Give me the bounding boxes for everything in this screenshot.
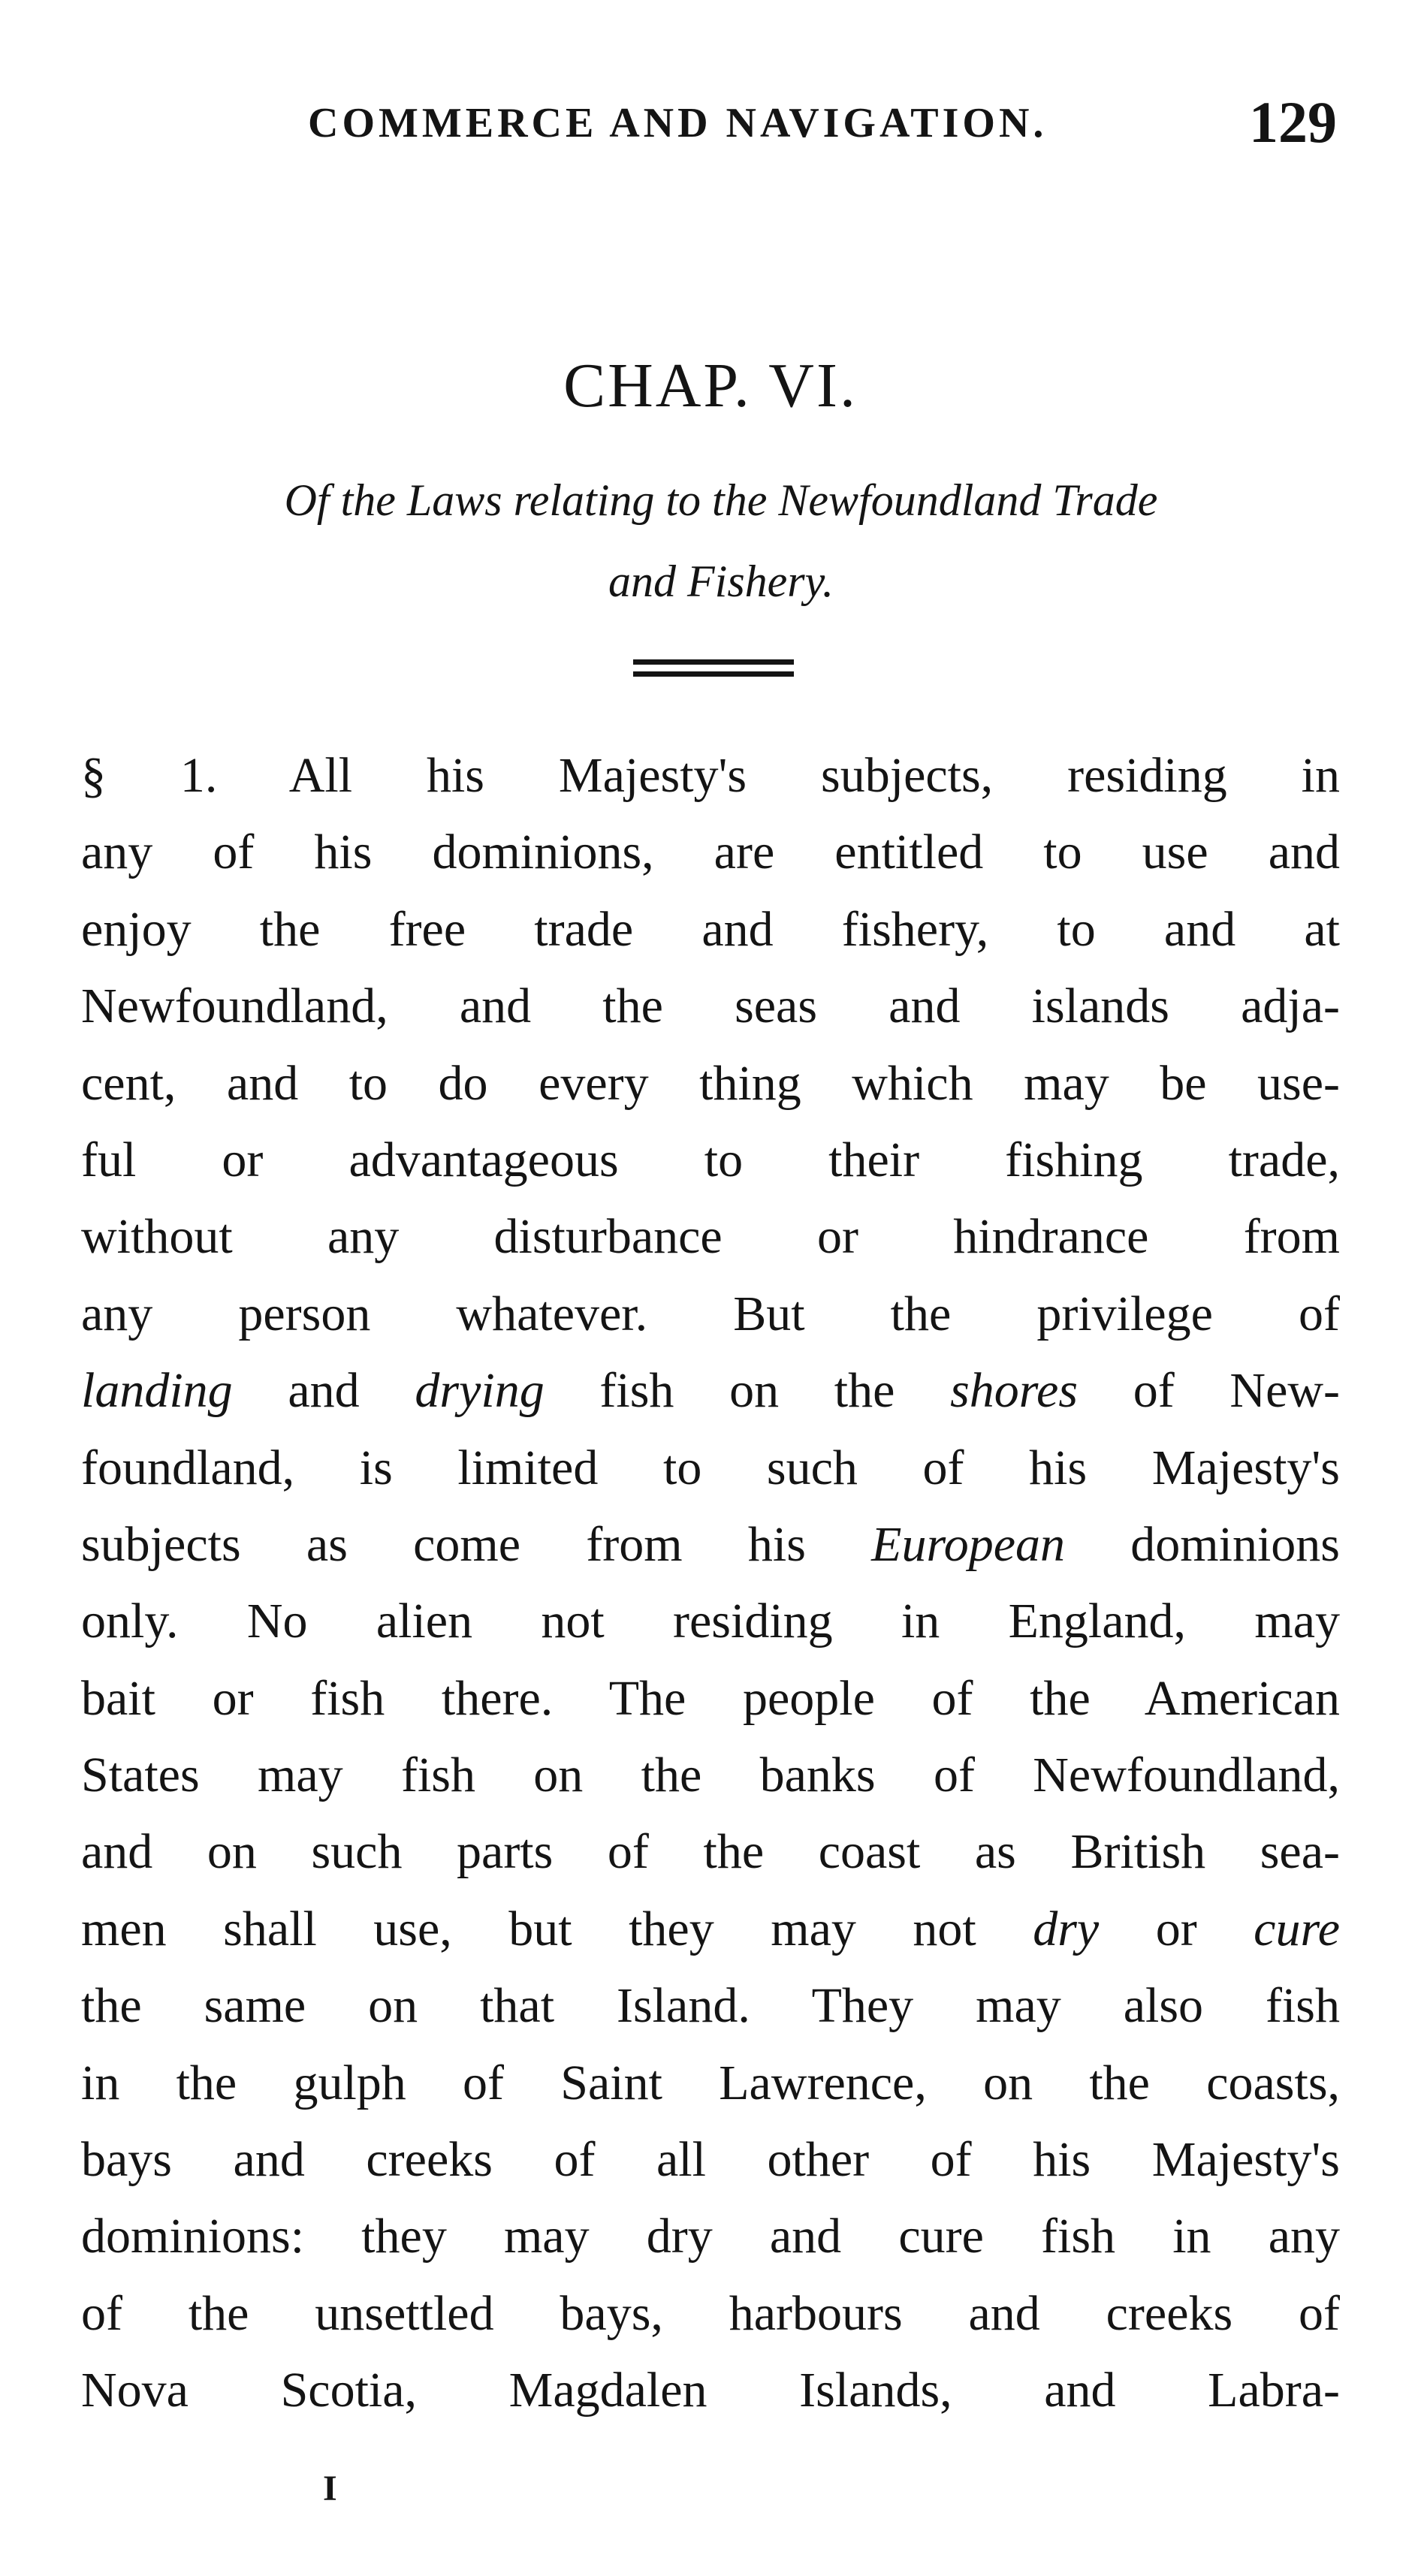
text-run: and on such parts of the coast as British sea- bbox=[81, 1824, 1340, 1880]
body-line bbox=[81, 1891, 1340, 1968]
text-run: Newfoundland, and the seas and islands adja- bbox=[81, 979, 1340, 1034]
body-line bbox=[81, 1968, 1340, 2044]
text-run: the same on that Island. They may also fish bbox=[81, 1978, 1340, 2034]
text-run: in the gulph of Saint Lawrence, on the coasts, bbox=[81, 2055, 1340, 2110]
body-line bbox=[81, 1583, 1340, 1660]
body-line bbox=[81, 1199, 1340, 1275]
text-run: any person whatever. But the privilege of bbox=[81, 1286, 1340, 1341]
text-run: bait or fish there. The people of the American bbox=[81, 1670, 1340, 1726]
rule-line-upper bbox=[633, 659, 794, 665]
text-run: without any disturbance or hindrance from bbox=[81, 1209, 1340, 1265]
body-line bbox=[81, 1814, 1340, 1890]
italic-text-run: drying bbox=[415, 1363, 545, 1419]
text-run: enjoy the free trade and fishery, to and at bbox=[81, 901, 1340, 957]
text-run: cent, and to do every thing which may be use- bbox=[81, 1055, 1340, 1111]
text-run: § 1. All his Majesty's subjects, residing in bbox=[81, 748, 1340, 803]
text-run: any of his dominions, are entitled to use and bbox=[81, 825, 1340, 880]
body-line bbox=[81, 1430, 1340, 1507]
italic-text-run: dry bbox=[1033, 1901, 1100, 1956]
text-run: only. No alien not residing in England, may bbox=[81, 1594, 1340, 1649]
chapter-title: CHAP. VI. bbox=[563, 351, 858, 421]
chapter-subtitle-line-2: and Fishery. bbox=[608, 557, 834, 606]
text-run: foundland, is limited to such of his Majesty's bbox=[81, 1440, 1340, 1495]
text-run: or bbox=[1099, 1901, 1254, 1956]
body-line bbox=[81, 1507, 1340, 1583]
body-line bbox=[81, 2045, 1340, 2122]
body-line bbox=[81, 1122, 1340, 1199]
body-line bbox=[81, 814, 1340, 891]
italic-text-run: shores bbox=[950, 1363, 1079, 1419]
text-run: dominions bbox=[1065, 1516, 1340, 1572]
body-line bbox=[81, 2352, 1340, 2429]
body-line bbox=[81, 1737, 1340, 1814]
body-line bbox=[81, 891, 1340, 968]
body-line bbox=[81, 968, 1340, 1045]
body-line bbox=[81, 1353, 1340, 1429]
text-run: subjects as come from his bbox=[81, 1516, 872, 1572]
text-run: ful or advantageous to their fishing trade, bbox=[81, 1132, 1340, 1187]
page-number: 129 bbox=[1249, 89, 1337, 155]
rule-line-lower bbox=[633, 671, 794, 677]
text-run: Nova Scotia, Magdalen Islands, and Labra- bbox=[81, 2363, 1340, 2418]
body-line bbox=[81, 738, 1340, 814]
text-run: bays and creeks of all other of his Majesty's bbox=[81, 2132, 1340, 2188]
body-line bbox=[81, 2122, 1340, 2198]
chapter-subtitle-line-1: Of the Laws relating to the Newfoundland Trade bbox=[284, 475, 1158, 525]
body-paragraph bbox=[81, 738, 1340, 2430]
body-line bbox=[81, 2198, 1340, 2275]
running-title: COMMERCE AND NAVIGATION. bbox=[308, 100, 1048, 146]
text-run: of New- bbox=[1078, 1363, 1340, 1419]
body-line bbox=[81, 1045, 1340, 1122]
double-rule-divider bbox=[633, 659, 794, 682]
italic-text-run: European bbox=[871, 1516, 1066, 1572]
body-line bbox=[81, 1661, 1340, 1737]
text-run: dominions: they may dry and cure fish in any bbox=[81, 2209, 1340, 2264]
body-line bbox=[81, 2276, 1340, 2352]
text-run: men shall use, but they may not bbox=[81, 1901, 1033, 1956]
body-line bbox=[81, 1276, 1340, 1353]
running-head bbox=[300, 89, 1337, 156]
text-run: of the unsettled bays, harbours and creeks of bbox=[81, 2285, 1340, 2341]
italic-text-run: landing bbox=[81, 1363, 233, 1419]
italic-text-run: cure bbox=[1254, 1901, 1340, 1956]
signature-mark: I bbox=[323, 2469, 337, 2508]
text-run: fish on the bbox=[544, 1363, 951, 1419]
text-run: States may fish on the banks of Newfoundland, bbox=[81, 1748, 1340, 1803]
text-run: and bbox=[232, 1363, 415, 1419]
chapter-subtitle bbox=[135, 460, 1307, 622]
